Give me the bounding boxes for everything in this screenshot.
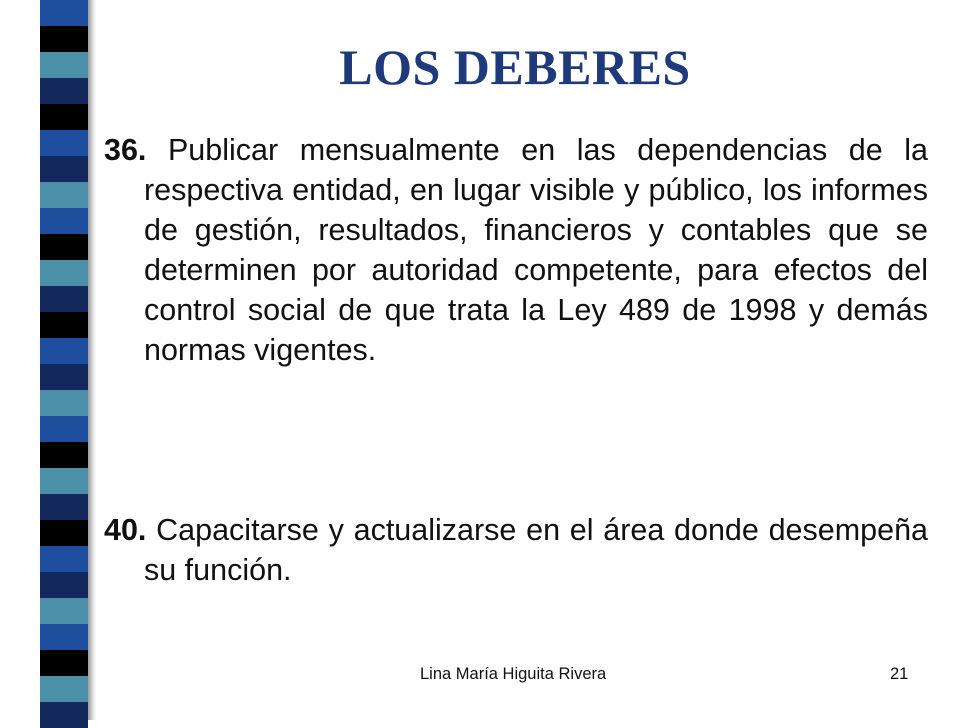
stripe-segment [40,182,88,208]
stripe-segment [40,676,88,702]
stripe-segment [40,156,88,182]
duty-text: Publicar mensualmente en las dependencias de la respectiva entidad, en lugar visible y público, los informes de gestión, resultados, financieros y contables que se determinen por autoridad competente, para efectos del control social de que trata la Ley 489 de 1998 y demás normas vigentes. [144,133,928,367]
stripe-segment [40,390,88,416]
stripe-segment [40,416,88,442]
footer-author: Lina María Higuita Rivera [420,665,607,683]
slide-title: LOS DEBERES [339,39,691,95]
stripe-segment [40,624,88,650]
stripe-segment [40,26,88,52]
stripe-segment [40,208,88,234]
duty-text: Capacitarse y actualizarse en el área donde desempeña su función. [144,513,928,587]
duty-item-40 [104,510,928,590]
stripe-segment [40,130,88,156]
stripe-segment [40,650,88,676]
stripe-segment [40,520,88,546]
stripe-segment [40,364,88,390]
stripe-segment [40,78,88,104]
duty-number: 36. [104,133,168,167]
stripe-bar-shadow [88,0,96,720]
stripe-segment [40,702,88,728]
duty-item-36 [104,130,928,370]
stripe-segment [40,260,88,286]
stripe-segment [40,286,88,312]
stripe-segment [40,442,88,468]
stripe-segment [40,234,88,260]
stripe-segment [40,494,88,520]
stripe-segment [40,468,88,494]
decorative-stripe-bar [0,0,108,720]
stripe-segment [40,546,88,572]
stripe-segment [40,312,88,338]
stripe-segment [40,572,88,598]
footer-page-number: 21 [890,665,909,683]
stripe-segment [40,52,88,78]
stripe-segment [40,338,88,364]
stripe-segment [40,0,88,26]
stripe-segment [40,598,88,624]
stripe-segment [40,104,88,130]
duty-number: 40. [104,513,157,547]
